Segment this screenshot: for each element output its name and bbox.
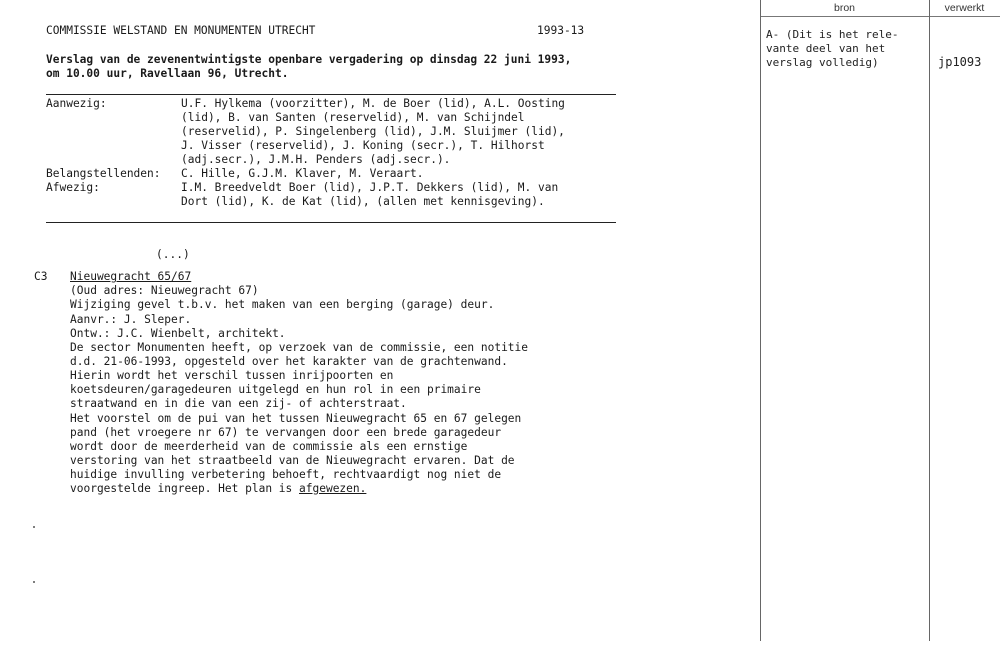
absent-label: Afwezig:: [46, 181, 100, 194]
present-line: (adj.secr.), J.M.H. Penders (adj.secr.).: [181, 153, 451, 166]
item-line: Aanvr.: J. Sleper.: [70, 313, 192, 326]
omission-marker: (...): [156, 248, 190, 261]
item-line: koetsdeuren/garagedeuren uitgelegd en hun rol in een primaire: [70, 383, 481, 396]
processed-reference: jp1093: [938, 55, 982, 69]
present-line: (reservelid), P. Singelenberg (lid), J.M. Sluijmer (lid),: [181, 125, 565, 138]
item-line: De sector Monumenten heeft, op verzoek van de commissie, een notitie: [70, 341, 529, 354]
report-title-line-2: om 10.00 uur, Ravellaan 96, Utrecht.: [46, 67, 289, 80]
present-line: U.F. Hylkema (voorzitter), M. de Boer (lid), A.L. Oosting: [181, 97, 565, 110]
item-line: straatwand en in die van een zij- of achterstraat.: [70, 397, 407, 410]
margin-note-line: verslag volledig): [766, 56, 879, 69]
scan-speck: [33, 526, 35, 528]
item-line: verstoring van het straatbeeld van de Nieuwegracht ervaren. Dat de: [70, 454, 515, 467]
margin-note-line: vante deel van het: [766, 42, 886, 55]
present-line: J. Visser (reservelid), J. Koning (secr.), T. Hilhorst: [181, 139, 545, 152]
item-last-line: [70, 482, 366, 497]
item-line: pand (het vroegere nr 67) te vervangen door een brede garagedeur: [70, 426, 502, 439]
column-divider-right: [929, 0, 930, 641]
item-line: Ontw.: J.C. Wienbelt, architekt.: [70, 327, 286, 340]
margin-note-line: A- (Dit is het rele-: [766, 28, 899, 41]
item-last-line-text: voorgestelde ingreep. Het plan is: [70, 482, 300, 495]
scan-speck: [33, 581, 35, 583]
item-line: Hierin wordt het verschil tussen inrijpoorten en: [70, 369, 394, 382]
item-line: (Oud adres: Nieuwegracht 67): [70, 284, 259, 297]
column-divider-left: [760, 0, 761, 641]
item-title: Nieuwegracht 65/67: [70, 270, 192, 283]
org-name: COMMISSIE WELSTAND EN MONUMENTEN UTRECHT: [46, 24, 316, 37]
column-header-bron: bron: [833, 2, 855, 14]
stakeholders-label: Belangstellenden:: [46, 167, 161, 180]
absent-line: I.M. Breedveldt Boer (lid), J.P.T. Dekkers (lid), M. van: [181, 181, 559, 194]
absent-line: Dort (lid), K. de Kat (lid), (allen met kennisgeving).: [181, 195, 545, 208]
column-header-verwerkt: verwerkt: [944, 2, 985, 14]
divider-bottom: [46, 222, 616, 223]
item-line: huidige invulling verbetering behoeft, rechtvaardigt nog niet de: [70, 468, 502, 481]
present-label: Aanwezig:: [46, 97, 107, 110]
present-line: (lid), B. van Santen (reservelid), M. van Schijndel: [181, 111, 525, 124]
divider-top: [46, 94, 616, 95]
report-title-line-1: Verslag van de zevenentwintigste openbare vergadering op dinsdag 22 juni 1993,: [46, 53, 572, 66]
item-code: C3: [34, 270, 48, 283]
decision-text: afgewezen.: [299, 482, 367, 495]
report-number: 1993-13: [537, 24, 585, 37]
item-line: wordt door de meerderheid van de commissie als een ernstige: [70, 440, 468, 453]
item-line: d.d. 21-06-1993, opgesteld over het karakter van de grachtenwand.: [70, 355, 508, 368]
header-rule: [760, 16, 1000, 17]
item-line: Het voorstel om de pui van het tussen Nieuwegracht 65 en 67 gelegen: [70, 412, 522, 425]
item-line: Wijziging gevel t.b.v. het maken van een berging (garage) deur.: [70, 298, 495, 311]
stakeholders-value: C. Hille, G.J.M. Klaver, M. Veraart.: [181, 167, 424, 180]
